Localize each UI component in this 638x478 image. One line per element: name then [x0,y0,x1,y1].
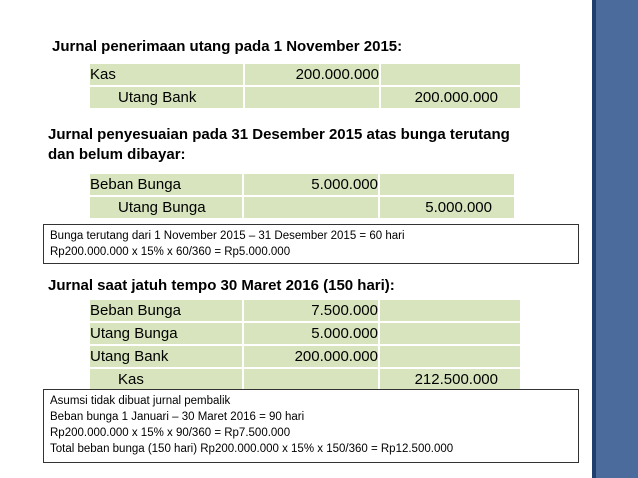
note-line: Rp200.000.000 x 15% x 60/360 = Rp5.000.000 [50,246,291,258]
account-cell: Kas [90,64,245,87]
credit-cell [380,346,520,369]
decorative-sidebar [592,0,638,478]
section1-heading: Jurnal penerimaan utang pada 1 November 2015: [52,38,403,55]
table-row [90,300,520,323]
debit-cell [244,197,380,220]
account-cell: Beban Bunga [90,174,244,197]
table-row [90,346,520,369]
credit-cell: 200.000.000 [381,87,520,110]
section2-heading-line2: dan belum dibayar: [48,146,186,163]
sidebar-stripe [592,0,596,478]
note-line: Total beban bunga (150 hari) Rp200.000.000 x 15% x 150/360 = Rp12.500.000 [50,443,454,455]
credit-cell [380,323,520,346]
note-box-interest-accrual [43,224,579,264]
note-line: Asumsi tidak dibuat jurnal pembalik [50,395,231,407]
note-line: Bunga terutang dari 1 November 2015 – 31 Desember 2015 = 60 hari [50,230,405,242]
debit-cell: 7.500.000 [244,300,380,323]
debit-cell: 200.000.000 [245,64,381,87]
account-cell: Utang Bunga [90,323,244,346]
credit-cell: 5.000.000 [380,197,514,220]
credit-cell [380,300,520,323]
journal-table-1 [90,64,520,110]
note-line: Beban bunga 1 Januari – 30 Maret 2016 = 90 hari [50,411,305,423]
debit-cell: 5.000.000 [244,174,380,197]
journal-table-2 [90,174,514,220]
debit-cell [245,87,381,110]
section2-heading-line1: Jurnal penyesuaian pada 31 Desember 2015 atas bunga terutang [48,126,510,143]
note-box-maturity [43,389,579,463]
debit-cell: 200.000.000 [244,346,380,369]
credit-cell [380,174,514,197]
debit-cell: 5.000.000 [244,323,380,346]
journal-table-3 [90,300,520,392]
table-row [90,174,514,197]
table-row [90,64,520,87]
section3-heading: Jurnal saat jatuh tempo 30 Maret 2016 (150 hari): [48,277,395,294]
table-row [90,87,520,110]
account-cell: Utang Bunga [90,197,244,220]
account-cell: Utang Bank [90,346,244,369]
credit-cell [381,64,520,87]
table-row [90,197,514,220]
account-cell: Utang Bank [90,87,245,110]
note-line: Rp200.000.000 x 15% x 90/360 = Rp7.500.000 [50,427,291,439]
account-cell: Beban Bunga [90,300,244,323]
table-row [90,323,520,346]
account-cell: Kas [90,369,244,392]
credit-cell: 212.500.000 [380,369,520,392]
